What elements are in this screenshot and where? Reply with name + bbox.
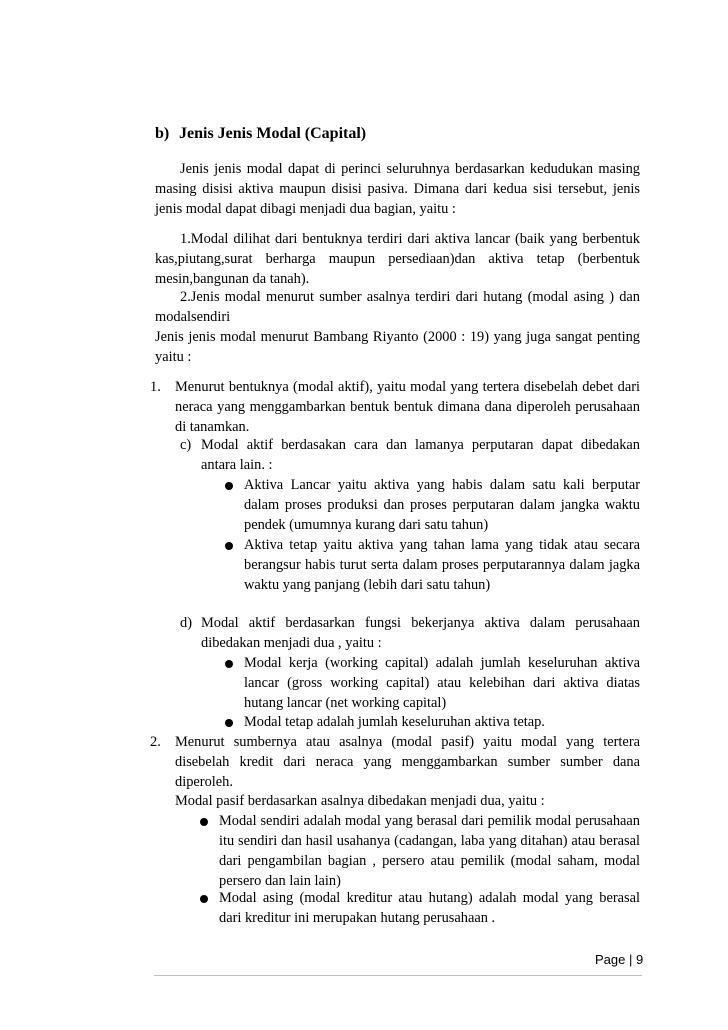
list-item-1-text: Menurut bentuknya (modal aktif), yaitu modal yang tertera disebelah debet dari neraca yang menggambarkan bentuk bentuk dimana dana diperoleh perusahaan di tanamkan. xyxy=(175,379,640,435)
sub-c-text: Modal aktif berdasakan cara dan lamanya perputaran dapat dibedakan antara lain. : xyxy=(201,437,640,473)
sub-d-label: d) xyxy=(180,615,192,631)
list-item-2-subtext: Modal pasif berdasarkan asalnya dibedakan menjadi dua, yaitu : xyxy=(175,793,545,809)
bullet-icon xyxy=(225,719,233,727)
sub-c-label: c) xyxy=(180,437,192,453)
bullet-icon xyxy=(200,895,208,903)
sub-c-bullet-2: Aktiva tetap yaitu aktiva yang tahan lama yang tidak atau secara berangsur habis turut serta dalam proses perputarannya dalam jagka waktu yang panjang (lebih dari satu tahun) xyxy=(244,537,640,593)
bullet-icon xyxy=(225,542,233,550)
section-heading xyxy=(155,124,366,144)
page-number: Page | 9 xyxy=(595,952,644,967)
intro-paragraph: Jenis jenis modal dapat di perinci seluruhnya berdasarkan kedudukan masing masing disisi aktiva maupun disisi pasiva. Dimana dari kedua sisi tersebut, jenis jenis modal dapat dibagi menjadi dua bagian, yaitu : xyxy=(155,161,640,217)
bullet-icon xyxy=(200,818,208,826)
bullet-icon xyxy=(225,660,233,668)
footer-divider xyxy=(154,975,642,976)
list-item-2-number: 2. xyxy=(150,734,161,750)
item2-bullet-2: Modal asing (modal kreditur atau hutang) adalah modal yang berasal dari kreditur ini merupakan hutang perusahaan . xyxy=(219,890,640,926)
sub-c-bullet-1: Aktiva Lancar yaitu aktiva yang habis dalam satu kali berputar dalam proses produksi dan proses perputaran dalam jangka waktu pendek (umumnya kurang dari satu tahun) xyxy=(244,477,640,533)
sub-d-bullet-2: Modal tetap adalah jumlah keseluruhan aktiva tetap. xyxy=(244,714,545,730)
sub-d-text: Modal aktif berdasarkan fungsi bekerjanya aktiva dalam perusahaan dibedakan menjadi dua , yaitu : xyxy=(201,615,640,651)
list-item-1-number: 1. xyxy=(150,379,161,395)
section-label: b) xyxy=(155,125,170,142)
riyanto-paragraph: Jenis jenis modal menurut Bambang Riyanto (2000 : 19) yang juga sangat penting yaitu : xyxy=(155,329,640,365)
sub-d-bullet-1: Modal kerja (working capital) adalah jumlah keseluruhan aktiva lancar (gross working capital) atau kelebihan dari aktiva diatas hutang lancar (net working capital) xyxy=(244,655,640,711)
part1-paragraph: 1.Modal dilihat dari bentuknya terdiri dari aktiva lancar (baik yang berbentuk kas,piutang,surat berharga maupun persediaan)dan aktiva tetap (berbentuk mesin,bangunan da tanah). xyxy=(155,231,640,287)
section-title: Jenis Jenis Modal (Capital) xyxy=(179,125,367,142)
list-item-2-text: Menurut sumbernya atau asalnya (modal pasif) yaitu modal yang tertera disebelah kredit dari neraca yang menggambarkan sumber sumber dana diperoleh. xyxy=(175,734,640,790)
part2-paragraph: 2.Jenis modal menurut sumber asalnya terdiri dari hutang (modal asing ) dan modalsendiri xyxy=(155,289,640,325)
item2-bullet-1: Modal sendiri adalah modal yang berasal dari pemilik modal perusahaan itu sendiri dan hasil usahanya (cadangan, laba yang ditahan) atau berasal dari pengambilan bagian , persero atau pemilik (modal saham, modal persero dan lain lain) xyxy=(219,813,640,889)
bullet-icon xyxy=(225,482,233,490)
